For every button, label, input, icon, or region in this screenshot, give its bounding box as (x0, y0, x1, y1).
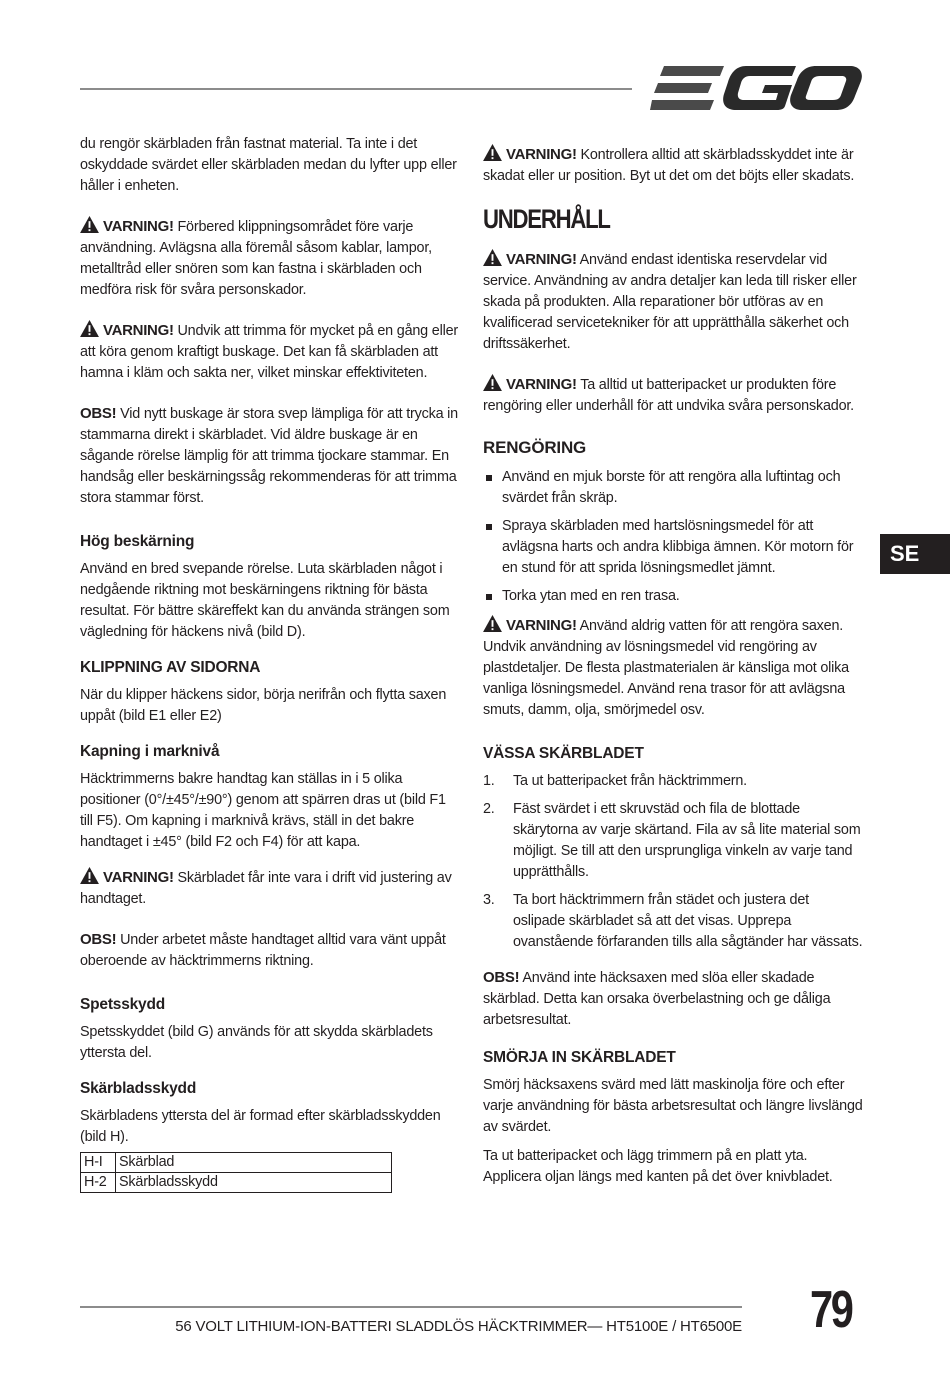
note-label: OBS! (80, 931, 117, 948)
warning-icon (483, 249, 502, 266)
part-code: H-I (81, 1153, 116, 1173)
list-item (483, 890, 863, 953)
note-paragraph (80, 403, 458, 509)
list-item: Torka ytan med en ren trasa. (483, 586, 863, 607)
warning-text: Ta alltid ut batteripacket ur produkten före rengöring eller underhåll för att undvika svåra personskador. (483, 377, 854, 414)
maintenance-heading: UNDERHÅLL (483, 204, 610, 234)
table-row (81, 1153, 392, 1173)
list-item (483, 771, 863, 792)
intro-paragraph: du rengör skärbladen från fastnat material. Ta inte i det oskyddade svärdet eller skärbladen medan du lyfter upp eller håller i enheten. (80, 136, 457, 194)
header-rule (80, 88, 632, 90)
footer-title: 56 VOLT LITHIUM-ION-BATTERI SLADDLÖS HÄCKTRIMMER— HT5100E / HT6500E (175, 1318, 742, 1335)
section-text: Smörj häcksaxens svärd med lätt maskinolja före och efter varje användning för bästa arbetsresultat och längre livslängd av svärdet. (483, 1077, 863, 1135)
warning-text: Förbered klippningsområdet före varje användning. Avlägsna alla föremål såsom kablar, lampor, metalltråd eller snören som kan fastna i skärbladen och medföra risk för svåra personskador. (80, 219, 432, 298)
note-paragraph (80, 929, 458, 972)
language-tab: SE (880, 534, 950, 574)
warning-paragraph (483, 374, 863, 417)
note-text: Under arbetet måste handtaget alltid vara vänt uppåt oberoende av häcktrimmerns riktning. (80, 932, 446, 969)
section-text: Skärbladens yttersta del är formad efter skärbladsskydden (bild H). (80, 1108, 441, 1145)
step-text: Ta ut batteripacket från häcktrimmern. (513, 773, 747, 789)
note-label: OBS! (483, 969, 520, 986)
warning-label: VARNING! (506, 617, 577, 634)
note-paragraph (483, 967, 863, 1031)
warning-label: VARNING! (103, 218, 174, 235)
note-text: Använd inte häcksaxen med slöa eller skadade skärblad. Detta kan orsaka överbelastning och ge dåliga arbetsresultat. (483, 970, 831, 1028)
warning-paragraph (483, 249, 863, 355)
parts-table (80, 1152, 392, 1193)
warning-icon (80, 320, 99, 337)
warning-text: Kontrollera alltid att skärbladsskyddet inte är skadat eller ur position. Byt ut det om det böjts eller skadats. (483, 147, 855, 184)
page-number: 79 (810, 1281, 852, 1339)
section-text: Använd en bred svepande rörelse. Luta skärbladen något i nedgående riktning mot beskärningens riktning för bästa resultat. För bättre skäreffekt kan du använda strängen som vägledning för häckens nivå (bild D). (80, 561, 450, 640)
note-label: OBS! (80, 405, 117, 422)
warning-label: VARNING! (506, 376, 577, 393)
part-code: H-2 (81, 1173, 116, 1193)
warning-icon (80, 867, 99, 884)
warning-text: Använd endast identiska reservdelar vid service. Användning av andra detaljer kan leda till risker eller skada på produkten. Alla reparationer bör utföras av en kvalificerad servicetekniker för att upprätthålla säkerhet och driftssäkerhet. (483, 252, 857, 352)
part-name: Skärbladsskydd (116, 1173, 392, 1193)
section-heading: Hög beskärning (80, 533, 195, 550)
warning-paragraph (483, 615, 863, 721)
part-name: Skärblad (116, 1153, 392, 1173)
step-text: Ta bort häcktrimmern från städet och justera det oslipade skärbladet så att det visas. Upprepa ovanstående förfaranden tills alla sågtänder har vässats. (513, 892, 863, 950)
list-item: Spraya skärbladen med hartslösningsmedel för att avlägsna harts och andra klibbiga ämnen. Kör motorn för en stund för att sprida lösningsmedlet jämnt. (483, 516, 863, 579)
left-column (80, 134, 458, 1193)
table-row (81, 1173, 392, 1193)
warning-icon (483, 615, 502, 632)
warning-text: Undvik att trimma för mycket på en gång eller att köra genom kraftigt buskage. Det kan få skärbladen att hamna i kläm och sakta ner, vilket minskar effektiviteten. (80, 323, 458, 381)
warning-label: VARNING! (506, 251, 577, 268)
lubricate-heading: SMÖRJA IN SKÄRBLADET (483, 1049, 676, 1066)
sharpen-steps (483, 771, 863, 953)
warning-icon (80, 216, 99, 233)
section-text: Spetsskyddet (bild G) används för att skydda skärbladets yttersta del. (80, 1024, 433, 1061)
note-text: Vid nytt buskage är stora svep lämpliga för att trycka in stammarna direkt i skärbladet. Vid äldre buskage är en sågande rörelse lämplig för att trimma tjockare stammar. En handsåg eller beskärningssåg rekommenderas för att trimma stora stammar först. (80, 406, 458, 506)
step-number: 3. (483, 892, 495, 908)
step-number: 2. (483, 801, 495, 817)
right-column (483, 144, 863, 1207)
warning-label: VARNING! (506, 146, 577, 163)
warning-text: Använd aldrig vatten för att rengöra saxen. Undvik användning av lösningsmedel vid rengöring av plastdetaljer. De flesta plastmaterialen är känsliga mot olika vanliga lösningsmedel. Använd rena trasor för att avlägsna smuts, damm, olja, smörjmedel osv. (483, 618, 849, 718)
list-item (483, 799, 863, 883)
warning-text: Skärbladet får inte vara i drift vid justering av handtaget. (80, 870, 452, 907)
section-heading: Skärbladsskydd (80, 1080, 197, 1097)
list-item: Använd en mjuk borste för att rengöra alla luftintag och svärdet från skräp. (483, 467, 863, 509)
section-heading: Spetsskydd (80, 996, 166, 1013)
warning-paragraph (483, 144, 863, 187)
warning-paragraph (80, 320, 458, 384)
section-text: När du klipper häckens sidor, börja nerifrån och flytta saxen uppåt (bild E1 eller E2) (80, 687, 447, 724)
section-text: Ta ut batteripacket och lägg trimmern på en platt yta. Applicera oljan längs med kanten på det över knivbladet. (483, 1148, 833, 1185)
warning-paragraph (80, 867, 458, 910)
section-heading: Kapning i marknivå (80, 743, 220, 760)
ego-logo (650, 64, 862, 112)
sharpen-heading: VÄSSA SKÄRBLADET (483, 745, 644, 762)
warning-label: VARNING! (103, 869, 174, 886)
footer-rule (80, 1306, 742, 1308)
step-number: 1. (483, 773, 495, 789)
section-heading: KLIPPNING AV SIDORNA (80, 659, 261, 676)
warning-icon (483, 374, 502, 391)
warning-label: VARNING! (103, 322, 174, 339)
warning-icon (483, 144, 502, 161)
cleaning-heading: RENGÖRING (483, 438, 587, 457)
section-text: Häcktrimmerns bakre handtag kan ställas in i 5 olika positioner (0°/±45°/±90°) genom att spärren dras ut (bild F1 till F5). Om kapning i marknivå krävs, ställ in det bakre handtaget i ±45° (bild F2 och F4) för att kapa. (80, 771, 446, 850)
step-text: Fäst svärdet i ett skruvstäd och fila de blottade skärytorna av varje skärtand. Fila av så lite material som möjligt. Se till att den ursprungliga vinkeln av varje tand upprätthålls. (513, 801, 861, 880)
warning-paragraph (80, 216, 458, 301)
cleaning-list (483, 467, 863, 607)
